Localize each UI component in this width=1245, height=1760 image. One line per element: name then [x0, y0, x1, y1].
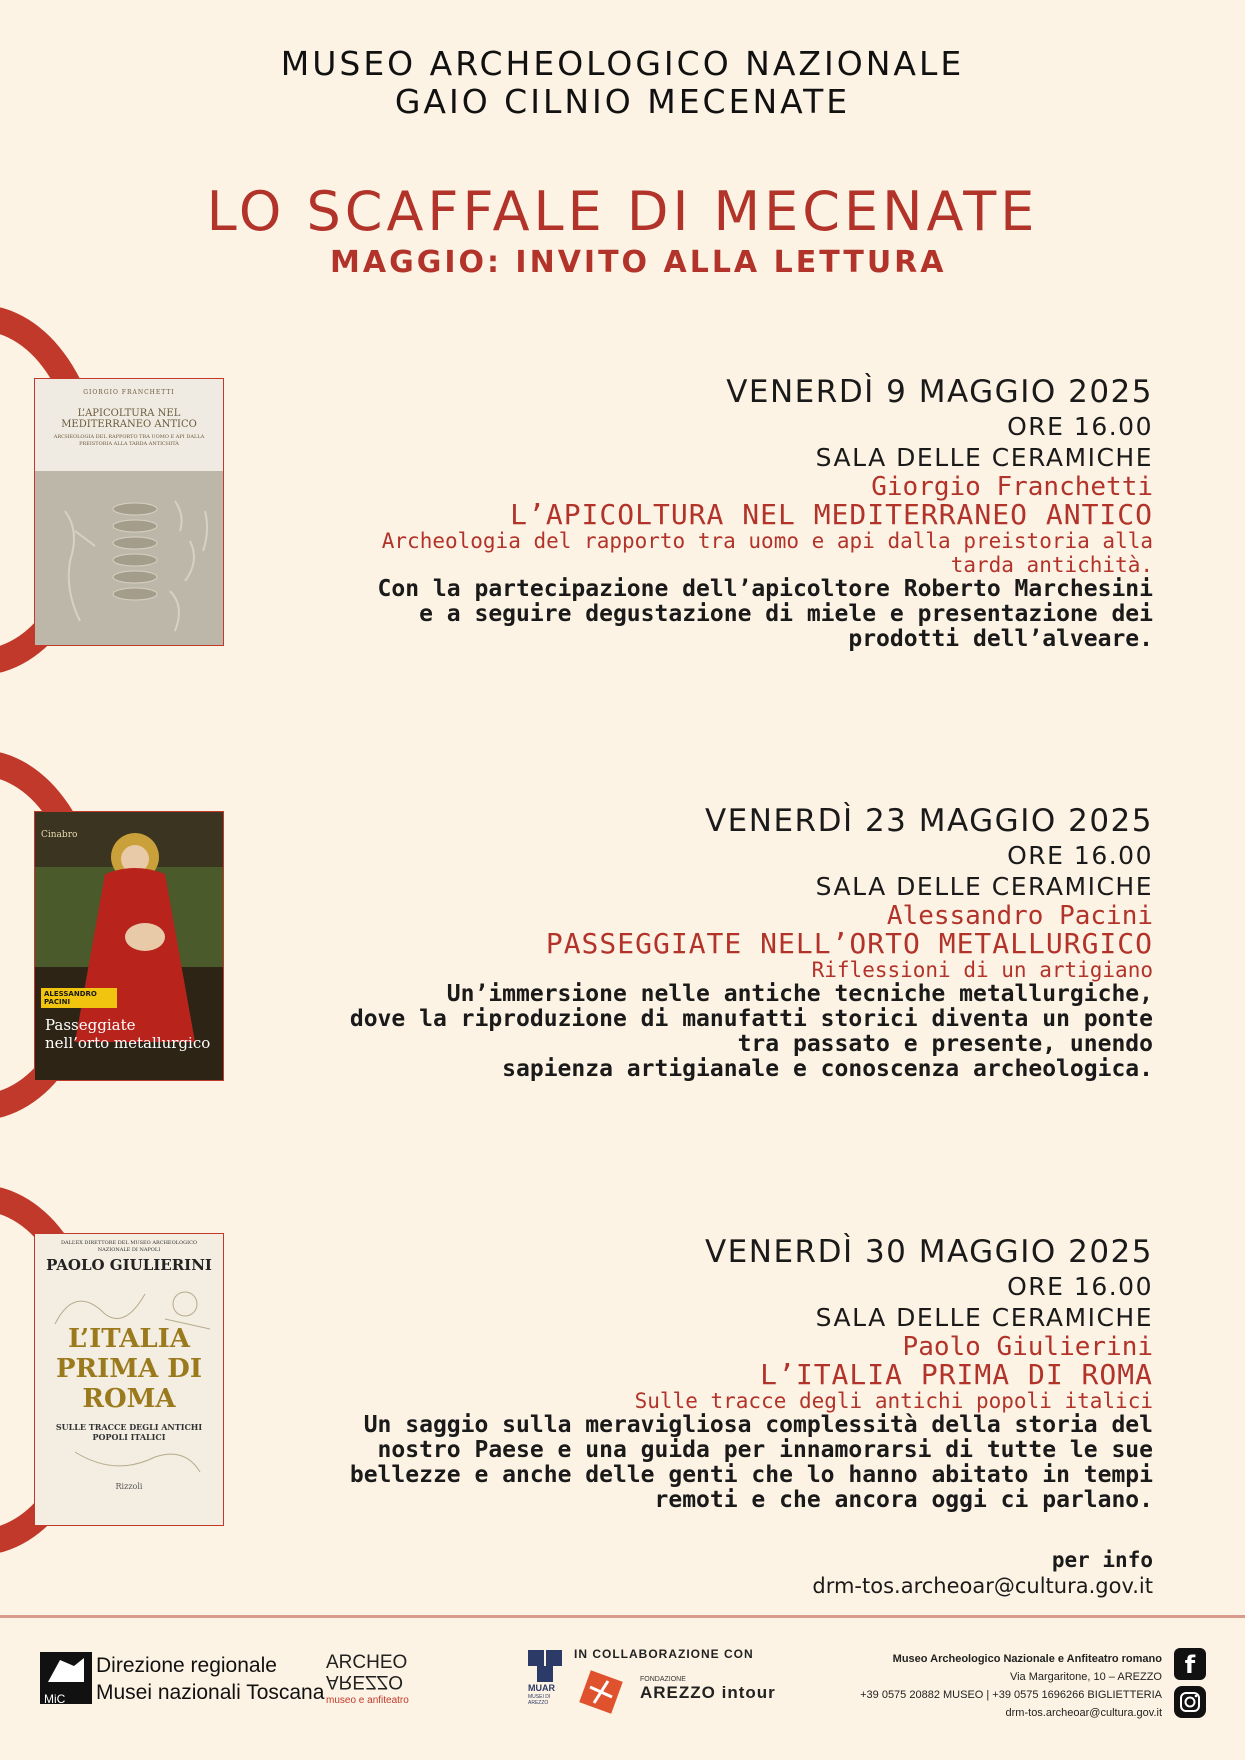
cover3-subtitle-line1: SULLE TRACCE DEGLI ANTICHI: [55, 1422, 203, 1432]
event-time: ORE 16.00: [1007, 412, 1153, 441]
contact-address: Via Margaritone, 10 – AREZZO: [1009, 1671, 1162, 1683]
facebook-icon[interactable]: f: [1174, 1648, 1206, 1680]
event-author: Giorgio Franchetti: [871, 472, 1153, 502]
event-time: ORE 16.00: [1007, 841, 1153, 870]
muar-sublabel: MUSEI DI AREZZO: [528, 1694, 551, 1706]
event-desc-line2: dove la riproduzione di manufatti storici diventa un ponte: [349, 1006, 1153, 1032]
cover3-author: PAOLO GIULIERINI: [46, 1256, 212, 1274]
footer-divider: [0, 1615, 1245, 1618]
instagram-icon[interactable]: [1174, 1686, 1206, 1718]
muar-logo: [528, 1650, 564, 1706]
event-date: VENERDÌ 30 MAGGIO 2025: [704, 1234, 1153, 1270]
museum-name-line2: GAIO CILNIO MECENATE: [394, 82, 851, 121]
event-book-title: L’ITALIA PRIMA DI ROMA: [760, 1358, 1153, 1391]
museum-contacts: [860, 1650, 1162, 1722]
event-desc-line3: prodotti dell’alveare.: [848, 626, 1153, 652]
collaboration-label: IN COLLABORAZIONE CON: [574, 1647, 754, 1661]
event-book-subtitle-line2: tarda antichità.: [950, 553, 1153, 577]
book-cover-apicoltura: [34, 378, 224, 646]
event-author: Paolo Giulierini: [902, 1332, 1153, 1362]
book-cover-orto-metallurgico: [34, 811, 224, 1081]
mic-emblem-icon: [40, 1652, 92, 1688]
event-desc-line2: e a seguire degustazione di miele e presentazione dei: [419, 601, 1153, 627]
fondazione-arezzo-icon: [578, 1669, 624, 1715]
cover2-title-line1: Passeggiate: [45, 1016, 136, 1034]
archeo-line2: AREZZO: [326, 1671, 404, 1692]
event-date: VENERDÌ 23 MAGGIO 2025: [704, 803, 1153, 839]
cover1-title-line1: L’APICOLTURA NEL: [77, 408, 181, 419]
cover3-subtitle-line2: POPOLI ITALICI: [92, 1432, 166, 1442]
page-subtitle: MAGGIO: INVITO ALLA LETTURA: [330, 245, 947, 280]
event-desc-line1: Con la partecipazione dell’apicoltore Roberto Marchesini: [377, 576, 1153, 602]
event-3: [253, 1233, 1153, 1513]
contact-email[interactable]: drm-tos.archeoar@cultura.gov.it: [1005, 1707, 1162, 1719]
mic-logo: [40, 1652, 92, 1704]
cover3-title-line3: ROMA: [82, 1384, 176, 1414]
event-2: [253, 802, 1153, 1082]
event-place: SALA DELLE CERAMICHE: [815, 872, 1153, 901]
event-date: VENERDÌ 9 MAGGIO 2025: [726, 374, 1153, 410]
mic-label: MiC: [44, 1692, 66, 1706]
cover3-kicker: DALL’EX DIRETTORE DEL MUSEO ARCHEOLOGICO NAZIONALE DI NAPOLI: [60, 1240, 197, 1253]
event-desc-line3: tra passato e presente, unendo: [737, 1031, 1153, 1057]
cover3-map-bottom: [35, 1442, 224, 1482]
arezzo-intour-label: AREZZO intour: [640, 1683, 776, 1702]
event-place: SALA DELLE CERAMICHE: [815, 443, 1153, 472]
event-1: [253, 373, 1153, 652]
event-desc-line3: bellezze e anche delle genti che lo hanno abitato in tempi: [349, 1462, 1153, 1488]
info-block: [812, 1548, 1153, 1598]
event-time: ORE 16.00: [1007, 1272, 1153, 1301]
museum-name-line1: MUSEO ARCHEOLOGICO NAZIONALE: [280, 44, 965, 83]
event-author: Alessandro Pacini: [886, 901, 1153, 931]
cover3-title-line2: PRIMA DI: [55, 1354, 203, 1384]
event-book-title: PASSEGGIATE NELL’ORTO METALLURGICO: [545, 927, 1153, 960]
event-desc-line1: Un’immersione nelle antiche tecniche metallurgiche,: [446, 981, 1153, 1007]
cover3-publisher: Rizzoli: [115, 1482, 143, 1491]
cover1-title-line2: MEDITERRANEO ANTICO: [61, 419, 197, 430]
contact-phone: +39 0575 20882 MUSEO | +39 0575 1696266 BIGLIETTERIA: [860, 1689, 1162, 1701]
event-book-subtitle-line1: Sulle tracce degli antichi popoli italici: [634, 1389, 1153, 1413]
event-desc-line1: Un saggio sulla meravigliosa complessità della storia del: [363, 1412, 1153, 1438]
event-book-subtitle-line1: Riflessioni di un artigiano: [811, 958, 1153, 982]
cover2-publisher: Cinabro: [41, 830, 78, 840]
direzione-line2: Musei nazionali Toscana: [96, 1681, 325, 1704]
event-desc-line4: remoti e che ancora oggi ci parlano.: [654, 1487, 1153, 1513]
direzione-line1: Direzione regionale: [96, 1654, 277, 1677]
direzione-regionale: [96, 1652, 324, 1706]
event-book-title: L’APICOLTURA NEL MEDITERRANEO ANTICO: [510, 498, 1153, 531]
cover1-relief-image: [35, 471, 224, 646]
arezzo-intour-logo: [640, 1676, 776, 1703]
muar-label: MUAR: [528, 1683, 555, 1693]
archeo-arezzo-logo: [326, 1653, 409, 1710]
event-desc-line2: nostro Paese e una guida per innamorarsi di tutte le sue: [377, 1437, 1153, 1463]
cover1-subtitle: ARCHEOLOGIA DEL RAPPORTO TRA UOMO E API DALLA PREISTORIA ALLA TARDA ANTICHITÀ: [53, 434, 205, 447]
cover1-author: GIORGIO FRANCHETTI: [83, 389, 175, 396]
event-desc-line4: sapienza artigianale e conoscenza archeologica.: [502, 1056, 1153, 1082]
cover3-title-line1: L’ITALIA: [68, 1324, 190, 1354]
archeo-line3: museo e anfiteatro: [326, 1695, 409, 1706]
cover2-author: ALESSANDRO PACINI: [41, 988, 117, 1008]
contact-title: Museo Archeologico Nazionale e Anfiteatro romano: [892, 1653, 1162, 1665]
page-title: LO SCAFFALE DI MECENATE: [206, 180, 1039, 243]
event-place: SALA DELLE CERAMICHE: [815, 1303, 1153, 1332]
fondazione-label: FONDAZIONE: [640, 1676, 686, 1683]
archeo-line1: ARCHEO: [326, 1652, 408, 1673]
cover2-title-line2: nell’orto metallurgico: [45, 1034, 211, 1052]
event-book-subtitle-line1: Archeologia del rapporto tra uomo e api dalla preistoria alla: [381, 529, 1153, 553]
museum-name: [0, 45, 1245, 121]
info-email-link[interactable]: drm-tos.archeoar@cultura.gov.it: [812, 1574, 1153, 1598]
info-label: per info: [1051, 1548, 1153, 1572]
book-cover-italia-prima-di-roma: [34, 1233, 224, 1526]
